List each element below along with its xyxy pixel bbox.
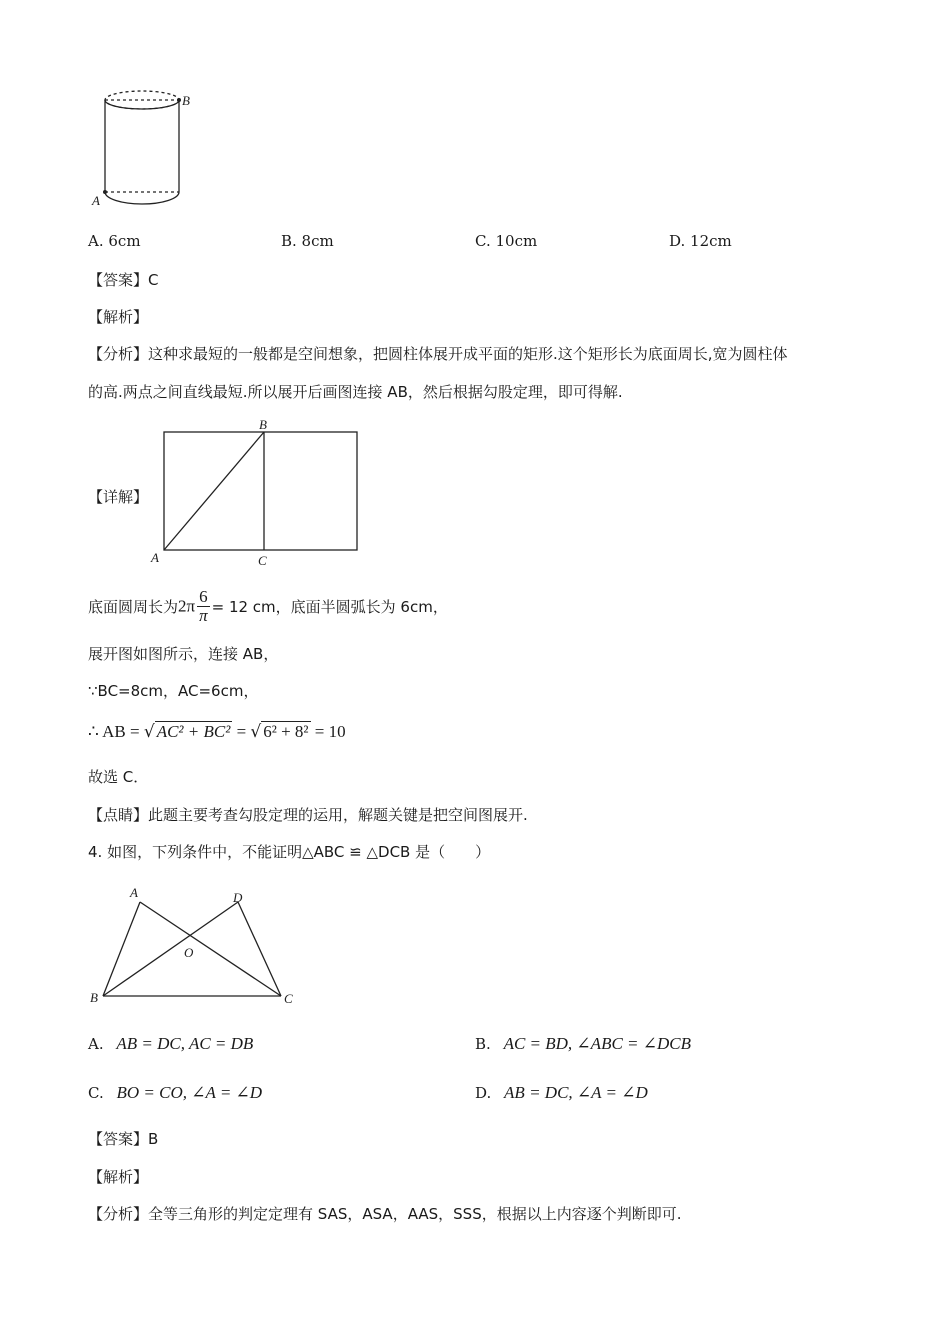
q4-option-c-text: BO = CO, ∠A = ∠D [116, 1083, 263, 1102]
q4-option-b-letter: B. [475, 1035, 491, 1053]
q4-option-c-letter: C. [88, 1084, 104, 1102]
point-a-dot [103, 190, 107, 194]
segment-ab [164, 432, 264, 550]
q3-option-a: A. 6cm [88, 232, 141, 250]
q3-fenxi-text1: 这种求最短的一般都是空间想象，把圆柱体展开成平面的矩形.这个矩形长为底面周长,宽为圆柱体 [148, 345, 788, 363]
q4-option-d-letter: D. [475, 1084, 492, 1102]
point-b-dot [177, 98, 181, 102]
q4-option-b-text: AC = BD, ∠ABC = ∠DCB [503, 1034, 692, 1053]
q3-option-c: C. 10cm [475, 232, 538, 250]
step1-coef: 2π [178, 596, 196, 616]
step1-equation: = 12 cm，底面半圆弧长为 6cm， [211, 598, 448, 616]
step4-equals: = [232, 722, 251, 741]
cylinder-bottom-front [105, 192, 179, 204]
q4-answer-value: B [148, 1130, 159, 1148]
cylinder-figure [90, 88, 200, 213]
tri-label-c: C [284, 991, 293, 1006]
q3-fenxi-line2: 的高.两点之间直线最短.所以展开后画图连接 AB，然后根据勾股定理，即可得解. [88, 383, 623, 401]
tri-label-a: A [130, 885, 138, 900]
cylinder-label-a: A [92, 193, 100, 208]
step4-result: = 10 [310, 722, 346, 741]
q3-answer-tag: 【答案】 [88, 271, 149, 289]
q3-step1 [88, 588, 448, 625]
q3-step5: 故选 C． [88, 768, 149, 786]
segment-db-tri [103, 902, 238, 996]
cylinder-top-front [105, 100, 179, 109]
q3-analysis-tag: 【解析】 [88, 308, 149, 326]
q4-option-a [88, 1034, 253, 1054]
cylinder-label-b: B [182, 93, 190, 108]
q4-option-a-letter: A. [88, 1035, 104, 1053]
q3-step4 [88, 722, 346, 742]
step1-fraction [197, 588, 210, 625]
q3-detail-tag: 【详解】 [88, 488, 149, 506]
rect-label-a: A [151, 550, 159, 565]
q3-step2: 展开图如图所示，连接 AB， [88, 645, 279, 663]
tri-label-b: B [90, 990, 98, 1005]
q4-fenxi [88, 1203, 682, 1224]
q3-fenxi-tag: 【分析】 [88, 345, 149, 363]
rect-label-b: B [259, 417, 267, 432]
sqrt-sign-2: √ [250, 722, 262, 742]
q3-fenxi-line1 [88, 343, 788, 364]
tri-label-d: D [233, 890, 243, 905]
q3-answer-value: C [148, 271, 159, 289]
q4-option-d-text: AB = DC, ∠A = ∠D [504, 1083, 648, 1102]
q3-option-b: B. 8cm [281, 232, 334, 250]
step4-prefix: ∴ AB = [88, 722, 144, 741]
q3-dianjing [88, 804, 528, 825]
q3-step3: ∵BC=8cm，AC=6cm， [88, 682, 259, 700]
q3-dianjing-text: 此题主要考查勾股定理的运用，解题关键是把空间图展开. [148, 806, 528, 824]
q4-option-d [475, 1083, 648, 1103]
q4-fenxi-tag: 【分析】 [88, 1205, 149, 1223]
step1-prefix: 底面圆周长为 [88, 598, 179, 616]
step4-radicand-1: AC² + BC² [156, 722, 231, 741]
tri-label-o: O [184, 945, 194, 960]
rect-label-c: C [258, 553, 267, 568]
q4-option-b [475, 1034, 691, 1054]
q3-option-d: D. 12cm [669, 232, 732, 250]
segment-ab-tri [103, 902, 140, 996]
q4-option-a-text: AB = DC, AC = DB [116, 1034, 254, 1053]
q4-fenxi-text: 全等三角形的判定定理有 SAS，ASA，AAS，SSS，根据以上内容逐个判断即可. [148, 1205, 682, 1223]
triangles-figure [88, 882, 308, 1012]
step4-radicand-2: 6² + 8² [263, 722, 309, 741]
step1-denominator: π [199, 606, 208, 625]
q4-option-c [88, 1083, 262, 1103]
q4-question: 4. 如图，下列条件中，不能证明△ABC ≌ △DCB 是（ ） [88, 843, 491, 861]
q3-dianjing-tag: 【点睛】 [88, 806, 149, 824]
sqrt-sign-1: √ [143, 722, 155, 742]
q3-answer-line [88, 269, 159, 290]
unfolded-rectangle-figure [150, 415, 370, 575]
q4-answer-tag: 【答案】 [88, 1130, 149, 1148]
step1-numerator: 6 [199, 587, 208, 606]
q4-answer-line [88, 1128, 158, 1149]
rectangle-outline [164, 432, 357, 550]
q4-analysis-tag: 【解析】 [88, 1168, 149, 1186]
